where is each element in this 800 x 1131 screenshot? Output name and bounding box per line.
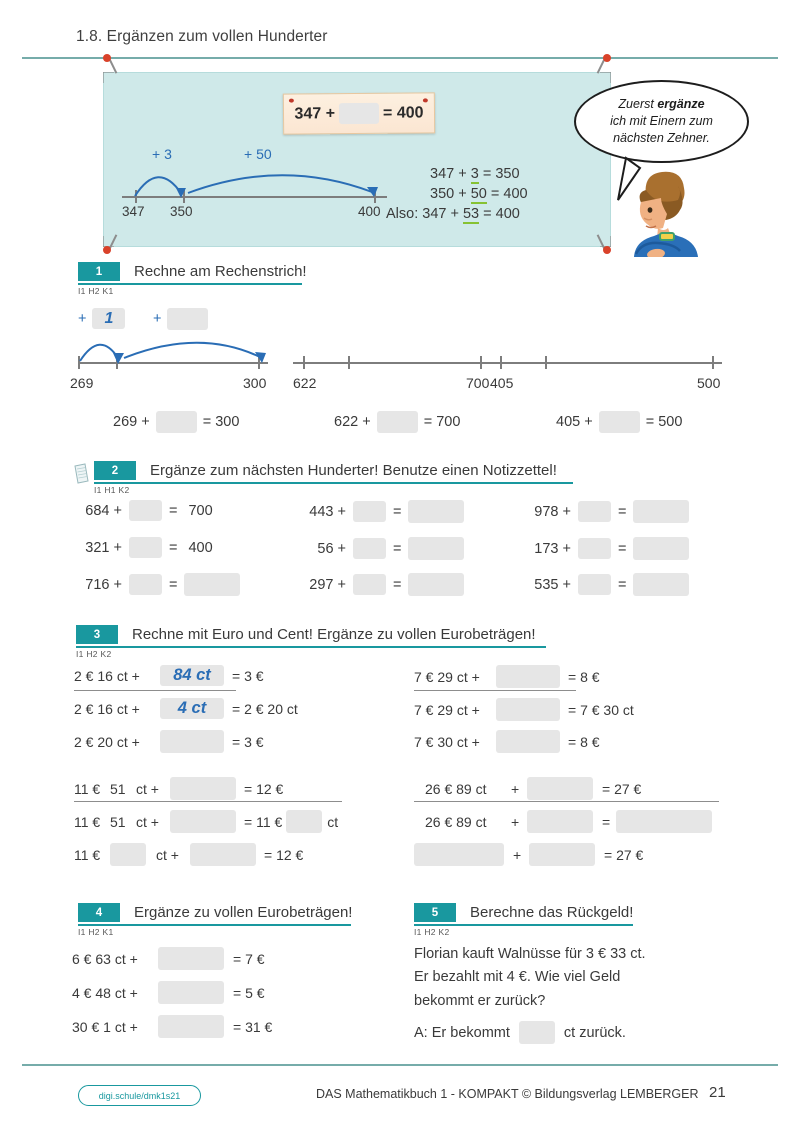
bottom-divider [22,1064,778,1066]
ex3-handwritten-answer[interactable]: 84 ct [160,665,224,686]
ex2-gap-result[interactable] [633,537,689,560]
ex1-nl2-label-start: 622 [293,375,317,391]
ex4-row: 4 € 48 ct + = 5 € [72,981,265,1004]
ex1-eq2-gap[interactable] [377,411,418,433]
ex2-row: 978 + = [521,500,689,523]
ex1-equation-1: 269 + = 300 [113,411,239,433]
ex3-row: 2 € 16 ct + 84 ct = 3 € [74,666,264,684]
ex3-row: 7 € 29 ct + = 7 € 30 ct [414,698,634,721]
ex5-problem-line-1: Florian kauft Walnüsse für 3 € 33 ct. [414,946,646,962]
ex1-nl2-tick-mid [348,356,350,369]
exercise-underline [78,924,351,926]
ex2-row: 56 + = [296,537,464,560]
ex1-arc-gap-1[interactable]: 1 [92,308,125,329]
ex2-row: 535 + = [521,573,689,596]
ex3-row: 11 € 51 ct + = 11 € ct [74,810,338,833]
ex4-gap-answer[interactable] [158,947,224,970]
exercise-5 [414,903,633,937]
pushpin-icon [98,232,120,254]
ex2-row: 716 + = [72,573,240,596]
ex3-gap-answer[interactable] [170,810,236,833]
exercise-4-header [78,903,352,922]
ex1-eq3-gap[interactable] [599,411,640,433]
pushpin-icon [594,54,616,76]
ex1-equation-3: 405 + = 500 [556,411,682,433]
teaching-label-400: 400 [358,204,381,219]
ex3-gap-left-operand[interactable] [414,843,504,866]
ex2-row: 684 + = 700 [72,500,213,521]
exercise-competency-code: I1 H1 K2 [94,484,130,495]
ex2-row: 443 + = [296,500,464,523]
top-divider [22,57,778,59]
ex1-nl3-tick-mid [545,356,547,369]
ex5-word-problem [414,943,734,1013]
ex3-row: + = 27 € [414,843,643,866]
teaching-arc-label-2: + 50 [244,146,272,162]
exercise-number-badge: 3 [76,625,118,644]
highlight-value: 53 [462,206,480,222]
ex1-nl1-label-start: 269 [70,375,94,391]
ex3-gap-answer[interactable] [496,665,560,688]
student-character-illustration [610,162,715,257]
exercise-underline [78,283,302,285]
ex3-separator [414,801,719,802]
exercise-number-badge: 5 [414,903,456,922]
exercise-title: Berechne das Rückgeld! [470,904,634,921]
ex5-problem-line-2: Er bezahlt mit 4 €. Wie viel Geld [414,969,621,986]
ex2-gap-result[interactable] [633,500,689,523]
ex1-numberline-2 [293,362,490,364]
ex1-arc-label-1: + 1 [78,308,125,329]
ex2-gap-addend[interactable] [353,538,386,559]
ex4-row: 30 € 1 ct + = 31 € [72,1015,272,1038]
ex1-nl3-label-start: 405 [490,375,514,391]
ex2-row: 297 + = [296,573,464,596]
exercise-2-header [94,461,573,480]
ex3-separator [74,801,342,802]
ex4-gap-answer[interactable] [158,1015,224,1038]
ex3-handwritten-answer[interactable]: 4 ct [160,698,224,719]
ex5-problem-line-3: bekommt er zurück? [414,992,546,1009]
teaching-label-350: 350 [170,204,193,219]
tack-icon [423,98,428,102]
teaching-equation-1: 347 + 3 = 350 [430,166,520,182]
ex3-gap-cent[interactable] [110,843,146,866]
ex1-nl2-tick-end [480,356,482,369]
ex5-answer-row: A: Er bekommt ct zurück. [414,1021,626,1044]
exercise-competency-code: I1 H2 K1 [78,926,114,937]
notepad-icon [73,463,90,484]
ex3-row: 7 € 30 ct + = 8 € [414,730,600,753]
ex1-nl3-tick-end [712,356,714,369]
ex2-gap-addend[interactable] [578,574,611,595]
ex3-gap-answer[interactable] [527,777,593,800]
ex1-arc-gap-2[interactable] [167,308,208,330]
exercise-underline [76,646,546,648]
exercise-competency-code: I1 H2 K1 [78,285,114,296]
exercise-number-badge: 2 [94,461,136,480]
ex2-gap-addend[interactable] [129,574,162,595]
ex3-row: 2 € 16 ct + 4 ct = 2 € 20 ct [74,699,298,717]
teaching-label-347: 347 [122,204,145,219]
exercise-number-badge: 1 [78,262,120,281]
ex3-separator [414,690,576,691]
exercise-title: Ergänze zum nächsten Hunderter! Benutze einen Notizzettel! [150,462,557,479]
pushpin-icon [98,54,120,76]
tack-icon [289,99,294,103]
ex3-row: 2 € 20 ct + = 3 € [74,730,264,753]
ex4-row: 6 € 63 ct + = 7 € [72,947,265,970]
page-number: 21 [709,1084,726,1101]
ex4-gap-answer[interactable] [158,981,224,1004]
ex2-row: 321 + = 400 [72,537,213,558]
ex1-numberline-3 [490,362,722,364]
ex3-gap-answer[interactable] [170,777,236,800]
exercise-4 [78,903,352,937]
ex1-nl3-label-end: 500 [697,375,721,391]
exercise-underline [414,924,633,926]
ex2-gap-addend[interactable] [129,537,162,558]
exercise-1-header [78,262,307,281]
teaching-arcs [122,162,422,207]
exercise-2 [94,461,573,495]
ex2-gap-addend[interactable] [578,501,611,522]
ex1-nl2-label-end: 700 [466,375,490,391]
ex3-row: 11 € ct + = 12 € [74,843,303,866]
ex3-gap-answer[interactable] [496,730,560,753]
ex3-row: 11 € 51 ct + = 12 € [74,777,283,800]
ex2-row: 173 + = [521,537,689,560]
ex2-gap-addend[interactable] [353,574,386,595]
exercise-underline [94,482,573,484]
ex3-gap-result[interactable] [616,810,712,833]
ex2-gap-addend[interactable] [353,501,386,522]
ex3-row: 26 € 89 ct + = 27 € [425,777,641,800]
page-title: 1.8. Ergänzen zum vollen Hunderter [76,28,328,45]
highlight-value: 3 [470,166,479,182]
ex1-arcs [74,328,284,368]
ex3-gap-answer[interactable] [160,730,224,753]
exercise-3-header [76,625,546,644]
ex2-gap-result[interactable] [184,573,240,596]
ex3-gap-answer[interactable] [529,843,595,866]
teaching-equation-2: 350 + 50 = 400 [430,186,528,202]
ex1-equation-2: 622 + = 700 [334,411,460,433]
footer-copyright: DAS Mathematikbuch 1 - KOMPAKT © Bildungsverlag LEMBERGER [316,1087,699,1101]
card-left-operand: 347 + [294,104,336,123]
ex3-gap-answer[interactable] [527,810,593,833]
exercise-5-header [414,903,633,922]
card-answer-gap[interactable] [339,103,379,124]
ex3-gap-cent[interactable] [286,810,322,833]
ex3-row: 7 € 29 ct + = 8 € [414,665,600,688]
example-equation-card [283,92,435,134]
ex3-separator [74,690,236,691]
exercise-title: Rechne mit Euro und Cent! Ergänze zu vollen Eurobeträgen! [132,626,536,643]
exercise-1 [78,262,307,296]
exercise-3 [76,625,546,659]
ex2-gap-result[interactable] [633,573,689,596]
card-result: = 400 [382,103,424,122]
ex2-gap-addend[interactable] [578,538,611,559]
bubble-bold-word: ergänze [657,96,705,111]
ex5-gap-answer[interactable] [519,1021,555,1044]
exercise-competency-code: I1 H2 K2 [76,648,112,659]
teaching-arc-label-1: + 3 [152,146,172,162]
speech-bubble: Zuerst ergänze ich mit Einern zum nächsten Zehner. [574,80,749,163]
ex2-gap-result[interactable] [408,537,464,560]
ex1-nl1-label-end: 300 [243,375,267,391]
ex1-arc-label-2: + [153,308,208,330]
ex2-gap-addend[interactable] [129,500,162,521]
exercise-title: Rechne am Rechenstrich! [134,263,307,280]
ex3-row: 26 € 89 ct + = [425,810,712,833]
exercise-competency-code: I1 H2 K2 [414,926,450,937]
ex1-nl2-tick-start [303,356,305,369]
highlight-value: 50 [470,186,487,202]
ex2-gap-result[interactable] [408,500,464,523]
digital-resource-link[interactable]: digi.schule/dmk1s21 [78,1085,201,1106]
ex2-gap-result[interactable] [408,573,464,596]
ex3-gap-answer[interactable] [496,698,560,721]
ex3-gap-answer[interactable] [190,843,256,866]
ex1-nl3-tick-start [500,356,502,369]
ex1-eq1-gap[interactable] [156,411,197,433]
exercise-number-badge: 4 [78,903,120,922]
exercise-title: Ergänze zu vollen Eurobeträgen! [134,904,353,921]
teaching-equation-3: Also: 347 + 53 = 400 [386,206,520,222]
